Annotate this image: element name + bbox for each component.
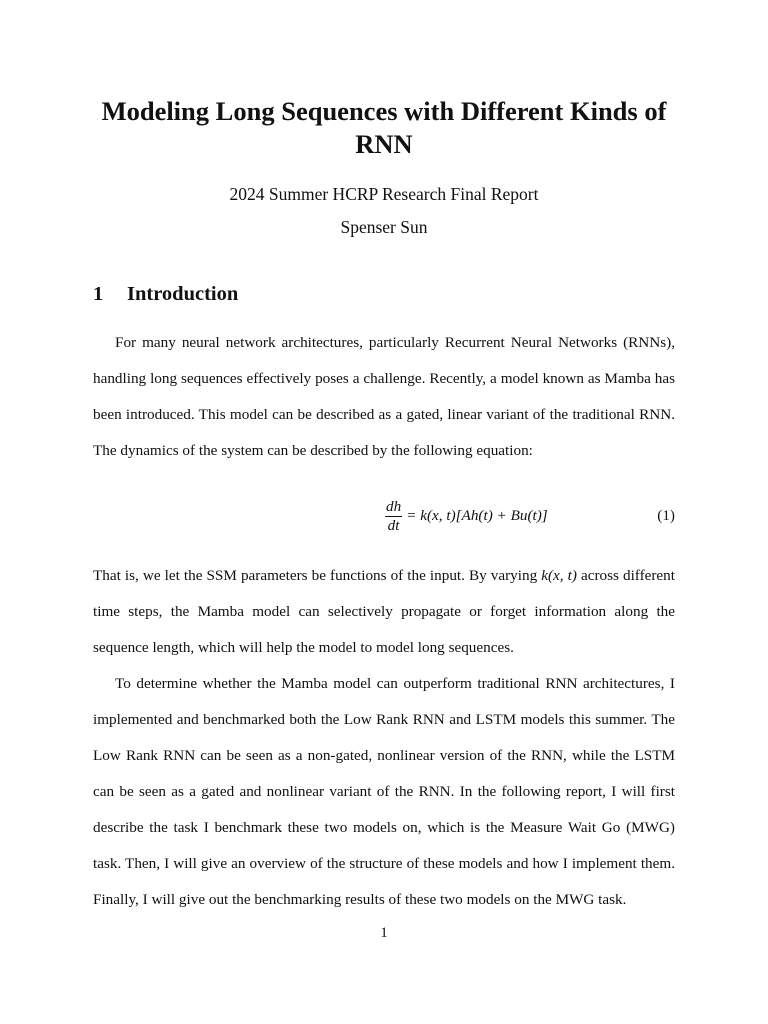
page-number: 1	[380, 925, 388, 941]
author-name: Spenser Sun	[340, 217, 428, 237]
inline-math-kxt: k(x, t)	[541, 567, 577, 584]
section-number: 1	[93, 283, 104, 305]
paragraph-ssm-text-start: That is, we let the SSM parameters be functions of the input. By varying	[93, 567, 542, 584]
paragraph-ssm	[93, 558, 675, 666]
paragraph-benchmark: To determine whether the Mamba model can outperform traditional RNN architectures, I implemented and benchmarked both the Low Rank RNN and LSTM models this summer. The Low Rank RNN can be seen as a non-gated, nonlinear version of the RNN, while the LSTM can be seen as a gated and nonlinear variant of the RNN. In the following report, I will first describe the task I benchmark these two models on, which is the Measure Wait Go (MWG) task. Then, I will give an overview of the structure of these models and how I implement them. Finally, I will give out the benchmarking results of these two models on the MWG task.	[93, 675, 675, 908]
section-title: Introduction	[127, 283, 239, 305]
equation-fraction	[385, 498, 402, 535]
fraction-numerator: dh	[386, 497, 402, 515]
equation-body	[385, 494, 548, 538]
equation-1	[93, 494, 675, 538]
paper-title: Modeling Long Sequences with Different Kinds of RNN	[101, 96, 667, 159]
fraction-denominator: dt	[387, 516, 400, 534]
equation-rhs: = k(x, t)[Ah(t) + Bu(t)]	[406, 507, 548, 524]
paper-subtitle: 2024 Summer HCRP Research Final Report	[229, 184, 539, 204]
equation-label: (1)	[657, 507, 675, 524]
paragraph-intro: For many neural network architectures, particularly Recurrent Neural Networks (RNNs), handling long sequences effectively poses a challenge. Recently, a model known as Mamba has been introduced. This model can be described as a gated, linear variant of the traditional RNN. The dynamics of the system can be described by the following equation:	[93, 334, 675, 459]
section-heading	[93, 281, 238, 307]
paragraph-ssm-text-end: across different time steps, the Mamba model can selectively propagate or forget information along the sequence length, which will help the model to model long sequences.	[93, 567, 675, 656]
